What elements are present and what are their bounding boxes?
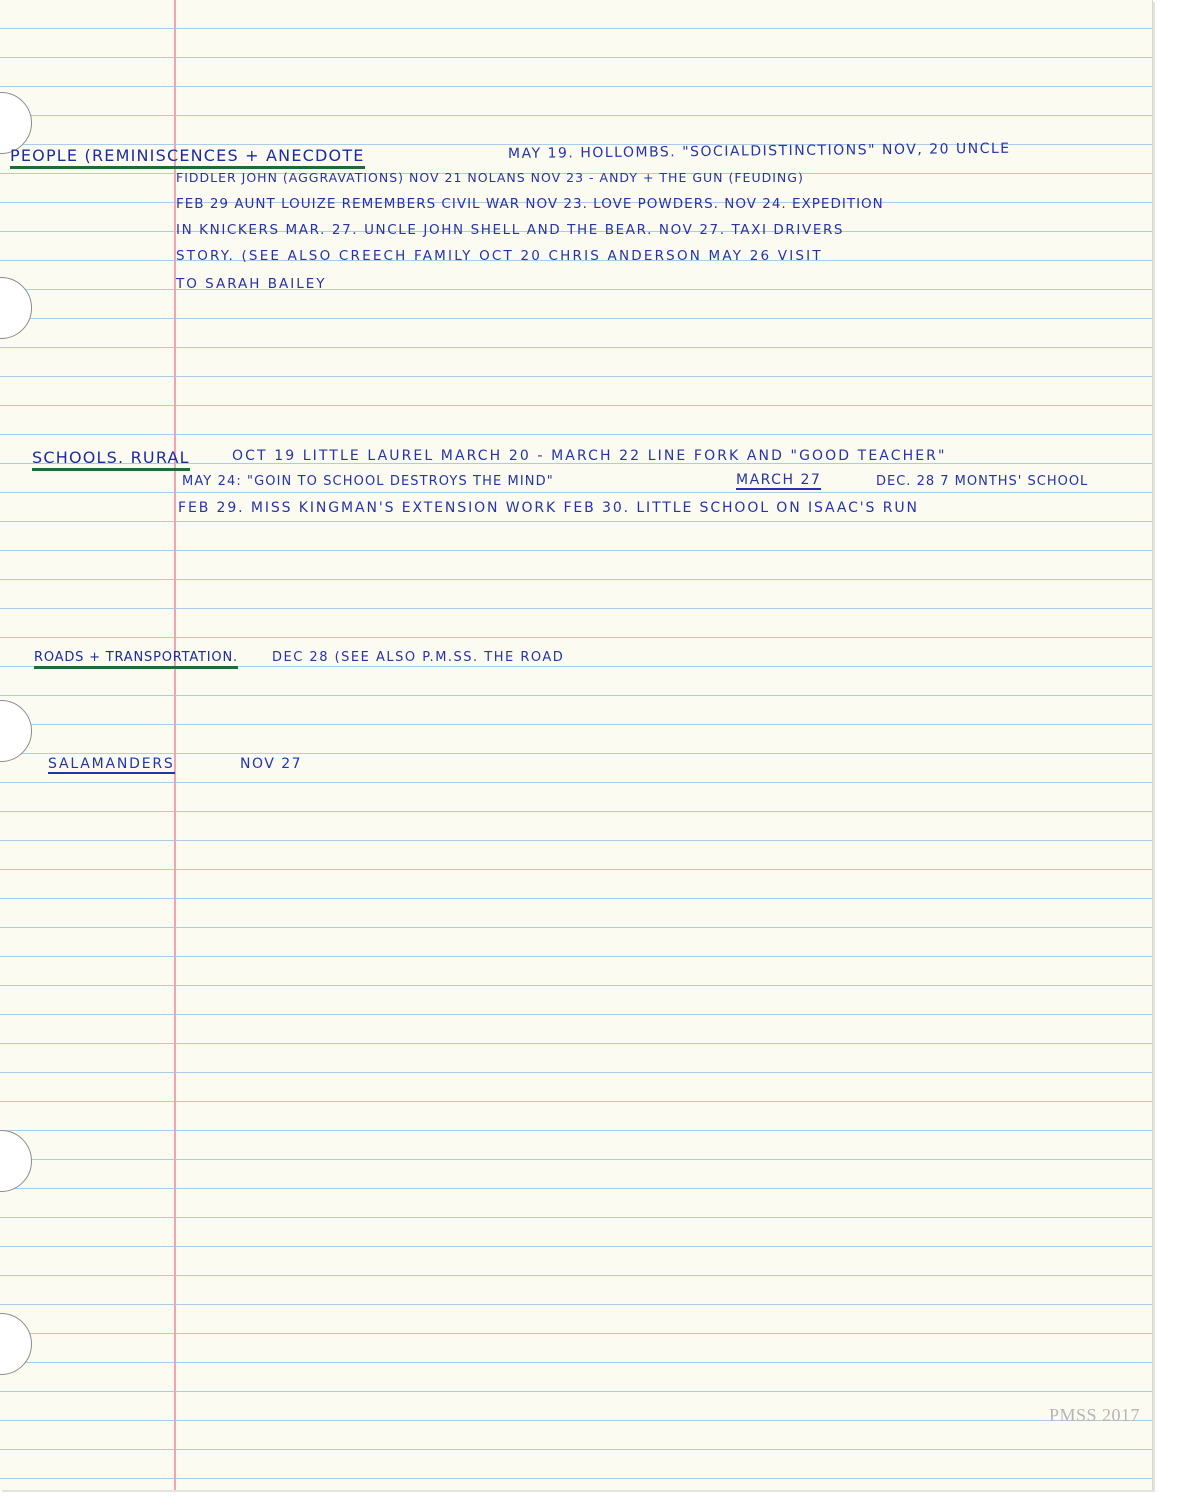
punch-hole (0, 1313, 32, 1375)
punch-hole (0, 92, 32, 154)
people-line-5: STORY. (SEE ALSO CREECH FAMILY OCT 20 CHRIS ANDERSON MAY 26 VISIT (176, 248, 823, 264)
people-line-6: TO SARAH BAILEY (176, 276, 327, 292)
salamanders-heading: SALAMANDERS (48, 756, 175, 772)
roads-heading: ROADS + TRANSPORTATION. (34, 650, 238, 669)
punch-hole (0, 1130, 32, 1192)
roads-line-1: DEC 28 (SEE ALSO P.M.SS. THE ROAD (272, 650, 565, 665)
archive-watermark: PMSS 2017 (1048, 1405, 1140, 1425)
people-line-3: FEB 29 AUNT LOUIZE REMEMBERS CIVIL WAR NOV 23. LOVE POWDERS. NOV 24. EXPEDITION (176, 196, 884, 212)
people-line-1: MAY 19. HOLLOMBS. "SOCIALDISTINCTIONS" NOV, 20 UNCLE (507, 140, 1011, 162)
people-line-2: FIDDLER JOHN (AGGRAVATIONS) NOV 21 NOLANS NOV 23 - ANDY + THE GUN (FEUDING) (176, 170, 804, 185)
schools-line-2a: MAY 24: "GOIN TO SCHOOL DESTROYS THE MIND" (182, 474, 554, 489)
schools-line-2b: MARCH 27 (736, 472, 822, 488)
schools-heading: SCHOOLS. RURAL (32, 448, 190, 471)
punch-hole (0, 700, 32, 762)
people-heading: PEOPLE (REMINISCENCES + ANECDOTE (10, 146, 365, 169)
schools-line-1: OCT 19 LITTLE LAUREL MARCH 20 - MARCH 22 LINE FORK AND "GOOD TEACHER" (232, 448, 947, 464)
punch-hole (0, 277, 32, 339)
schools-line-3: FEB 29. MISS KINGMAN'S EXTENSION WORK FEB 30. LITTLE SCHOOL ON ISAAC'S RUN (178, 500, 919, 516)
schools-line-2c: DEC. 28 7 MONTHS' SCHOOL (876, 474, 1089, 489)
salamanders-line-1: NOV 27 (240, 756, 303, 772)
people-line-4: IN KNICKERS MAR. 27. UNCLE JOHN SHELL AND THE BEAR. NOV 27. TAXI DRIVERS (176, 222, 845, 238)
